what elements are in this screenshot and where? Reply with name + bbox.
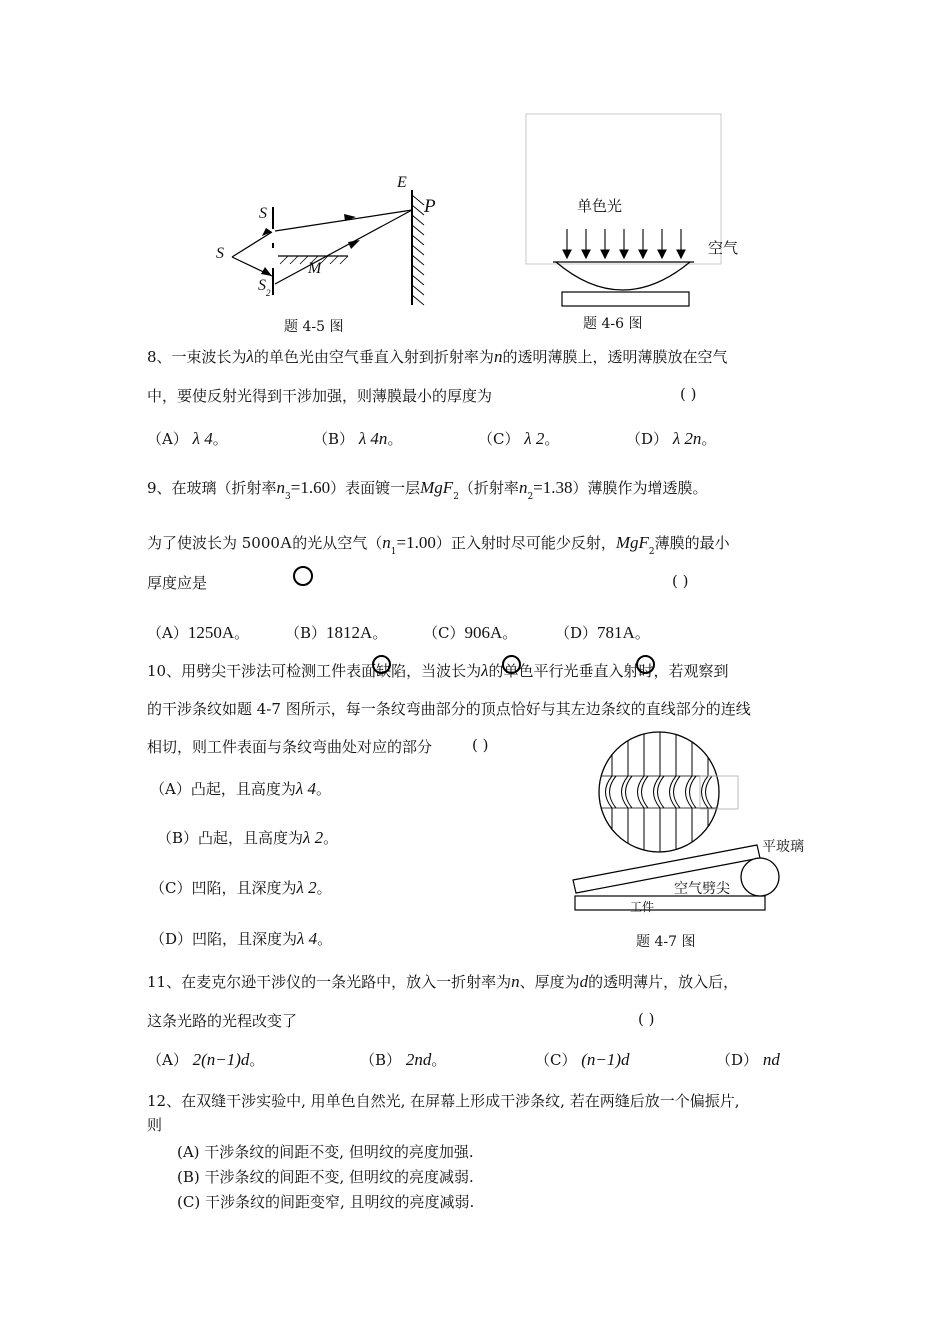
q10-line1: 10、用劈尖干涉法可检测工件表面缺陷，当波长为λ的单色平行光垂直入射时，若观察到	[147, 661, 729, 680]
q10-option-c[interactable]: （C）凹陷，且深度为λ 2。	[150, 878, 332, 897]
caption-4-7: 题 4-7 图	[636, 934, 696, 950]
label-P: P	[424, 196, 436, 217]
label-monochromatic-light: 单色光	[577, 197, 623, 215]
q12-line2: 则	[147, 1116, 163, 1134]
label-air-wedge: 空气劈尖	[674, 881, 730, 897]
q11-answer-paren: ( )	[638, 1010, 655, 1028]
q10-answer-paren: ( )	[472, 736, 489, 754]
q10-option-d[interactable]: （D）凹陷，且深度为λ 4。	[150, 929, 333, 948]
q9-line2: 为了使波长为 5000A的光从空气$(n_1=1.00)$正入射时尽可能少反射，MgF$_2$薄膜的最小	[147, 533, 730, 557]
label-M: M	[308, 260, 322, 277]
q12-option-c[interactable]: (C) 干涉条纹的间距变窄, 且明纹的亮度减弱.	[177, 1193, 475, 1211]
q9-answer-paren: ( )	[672, 572, 689, 590]
q8-option-c[interactable]: （C） λ 2。	[478, 429, 560, 448]
q10-line3: 相切，则工件表面与条纹弯曲处对应的部分	[147, 738, 433, 756]
q11-option-a[interactable]: （A） 2(n−1)d。	[147, 1050, 265, 1069]
q11-option-d[interactable]: （D） nd	[716, 1050, 780, 1069]
q9-option-b[interactable]: （B）1812A。	[285, 623, 388, 642]
q11-option-c[interactable]: （C） (n−1)d	[535, 1050, 630, 1069]
q9-line3: 厚度应是	[147, 574, 208, 592]
q8-option-a[interactable]: （A） λ 4。	[147, 429, 228, 448]
q9-line1: 9、在玻璃（折射率$n_3=1.60$）表面镀一层MgF$_2$（折射率$n_2=1.38$）薄膜作为增透膜。	[147, 478, 708, 502]
label-S2: $S_2$	[258, 277, 271, 298]
q12-option-b[interactable]: (B) 干涉条纹的间距不变, 但明纹的亮度减弱.	[177, 1168, 474, 1186]
q11-line2: 这条光路的光程改变了	[147, 1012, 298, 1030]
q10-line2: 的干涉条纹如题 4-7 图所示，每一条纹弯曲部分的顶点恰好与其左边条纹的直线部分的连线	[147, 700, 751, 718]
q11-line1: 11、在麦克尔逊干涉仪的一条光路中，放入一折射率为n、厚度为d的透明薄片，放入后，	[147, 972, 739, 991]
q12-line1: 12、在双缝干涉实验中, 用单色自然光, 在屏幕上形成干涉条纹, 若在两缝后放一个偏振片,	[147, 1092, 740, 1110]
q8-option-d[interactable]: （D） λ 2n。	[626, 429, 717, 448]
label-flat-glass: 平玻璃	[762, 839, 804, 855]
q10-option-a[interactable]: （A）凸起，且高度为λ 4。	[150, 779, 331, 798]
q11-option-b[interactable]: （B） 2nd。	[360, 1050, 447, 1069]
label-S: S	[216, 245, 224, 262]
q8-answer-paren: ( )	[680, 385, 697, 403]
label-air: 空气	[708, 239, 739, 257]
caption-4-5: 题 4-5 图	[284, 319, 344, 335]
q9-option-d[interactable]: （D）781A。	[555, 623, 650, 642]
q8-line1: 8、一束波长为λ的单色光由空气垂直入射到折射率为n的透明薄膜上，透明薄膜放在空气	[147, 347, 728, 366]
q8-line2: 中，要使反射光得到干涉加强，则薄膜最小的厚度为	[147, 387, 493, 405]
q9-option-a[interactable]: （A）1250A。	[147, 623, 250, 642]
caption-4-6: 题 4-6 图	[583, 316, 643, 332]
label-workpiece: 工件	[630, 900, 655, 914]
q12-option-a[interactable]: (A) 干涉条纹的间距不变, 但明纹的亮度加强.	[177, 1143, 474, 1161]
label-E: E	[397, 174, 407, 191]
q9-option-c[interactable]: （C）906A。	[423, 623, 518, 642]
q8-option-b[interactable]: （B） λ 4n。	[313, 429, 403, 448]
label-S1: S	[259, 205, 267, 222]
q10-option-b[interactable]: （B）凸起，且高度为λ 2。	[157, 828, 339, 847]
